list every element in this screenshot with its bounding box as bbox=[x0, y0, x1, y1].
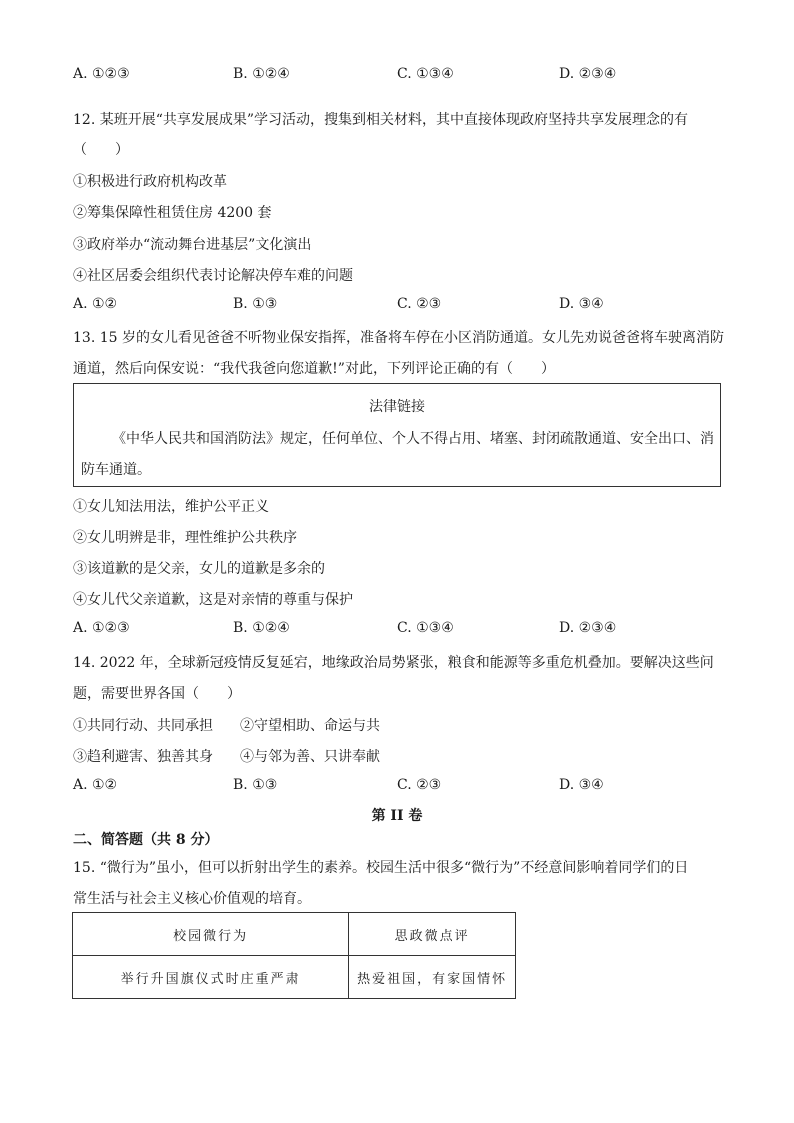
q13-option-d: D. ②③④ bbox=[559, 620, 617, 636]
q14-stem-line2: 题，需要世界各国（ ） bbox=[73, 686, 241, 702]
legal-link-text-line1: 《中华人民共和国消防法》规定，任何单位、个人不得占用、堵塞、封闭疏散通道、安全出口、消 bbox=[112, 431, 714, 447]
q13-item-4: ④女儿代父亲道歉，这是对亲情的尊重与保护 bbox=[73, 592, 353, 608]
q13-stem-line2: 通道，然后向保安说：“我代我爸向您道歉!”对此，下列评论正确的有（ ） bbox=[73, 361, 555, 377]
q11-option-a: A. ①②③ bbox=[73, 66, 130, 82]
q14-item-4: ④与邻为善、只讲奉献 bbox=[240, 749, 380, 765]
q12-item-4: ④社区居委会组织代表讨论解决停车难的问题 bbox=[73, 268, 353, 284]
table-header-behavior: 校园微行为 bbox=[73, 913, 349, 956]
q14-option-a: A. ①② bbox=[73, 777, 118, 793]
q14-item-2: ②守望相助、命运与共 bbox=[240, 718, 380, 734]
micro-behavior-table bbox=[72, 912, 516, 999]
q15-stem-line2: 常生活与社会主义核心价值观的培育。 bbox=[73, 891, 311, 907]
q12-item-3: ③政府举办“流动舞台进基层”文化演出 bbox=[73, 237, 312, 253]
legal-link-title: 法律链接 bbox=[369, 399, 425, 415]
q13-option-c: C. ①③④ bbox=[397, 620, 454, 636]
q14-item-3: ③趋利避害、独善其身 bbox=[73, 749, 213, 765]
q13-item-3: ③该道歉的是父亲，女儿的道歉是多余的 bbox=[73, 561, 325, 577]
table-cell-comment: 热爱祖国，有家国情怀 bbox=[349, 956, 516, 999]
q11-option-c: C. ①③④ bbox=[397, 66, 454, 82]
q14-option-c: C. ②③ bbox=[397, 777, 442, 793]
q12-option-a: A. ①② bbox=[73, 296, 118, 312]
q14-stem-line1: 14. 2022 年，全球新冠疫情反复延宕，地缘政治局势紧张，粮食和能源等多重危机叠加。要解决这些问 bbox=[73, 655, 714, 671]
q14-option-b: B. ①③ bbox=[233, 777, 278, 793]
table-header-row bbox=[73, 913, 516, 956]
legal-link-box bbox=[73, 383, 721, 487]
legal-link-text-line2: 防车通道。 bbox=[81, 462, 151, 478]
table-cell-behavior: 举行升国旗仪式时庄重严肃 bbox=[73, 956, 349, 999]
part-two-title: 第 II 卷 bbox=[371, 808, 423, 824]
section-two-title: 二、简答题（共 8 分） bbox=[73, 832, 219, 848]
q12-item-2: ②筹集保障性租赁住房 4200 套 bbox=[73, 205, 272, 221]
q12-option-d: D. ③④ bbox=[559, 296, 604, 312]
q12-item-1: ①积极进行政府机构改革 bbox=[73, 174, 227, 190]
q13-item-2: ②女儿明辨是非，理性维护公共秩序 bbox=[73, 530, 297, 546]
q11-option-b: B. ①②④ bbox=[233, 66, 290, 82]
q13-stem-line1: 13. 15 岁的女儿看见爸爸不听物业保安指挥，准备将车停在小区消防通道。女儿先劝说爸爸将车驶离消防 bbox=[73, 330, 724, 346]
q12-stem-line2: （ ） bbox=[73, 142, 129, 158]
q14-item-1: ①共同行动、共同承担 bbox=[73, 718, 213, 734]
q13-option-a: A. ①②③ bbox=[73, 620, 130, 636]
table-row bbox=[73, 956, 516, 999]
q13-option-b: B. ①②④ bbox=[233, 620, 290, 636]
q14-option-d: D. ③④ bbox=[559, 777, 604, 793]
q12-option-b: B. ①③ bbox=[233, 296, 278, 312]
q12-stem-line1: 12. 某班开展“共享发展成果”学习活动，搜集到相关材料，其中直接体现政府坚持共享发展理念的有 bbox=[73, 112, 689, 128]
table-header-comment: 思政微点评 bbox=[349, 913, 516, 956]
q15-stem-line1: 15. “微行为”虽小，但可以折射出学生的素养。校园生活中很多“微行为”不经意间影响着同学们的日 bbox=[73, 860, 689, 876]
q11-option-d: D. ②③④ bbox=[559, 66, 617, 82]
q13-item-1: ①女儿知法用法，维护公平正义 bbox=[73, 499, 269, 515]
q12-option-c: C. ②③ bbox=[397, 296, 442, 312]
